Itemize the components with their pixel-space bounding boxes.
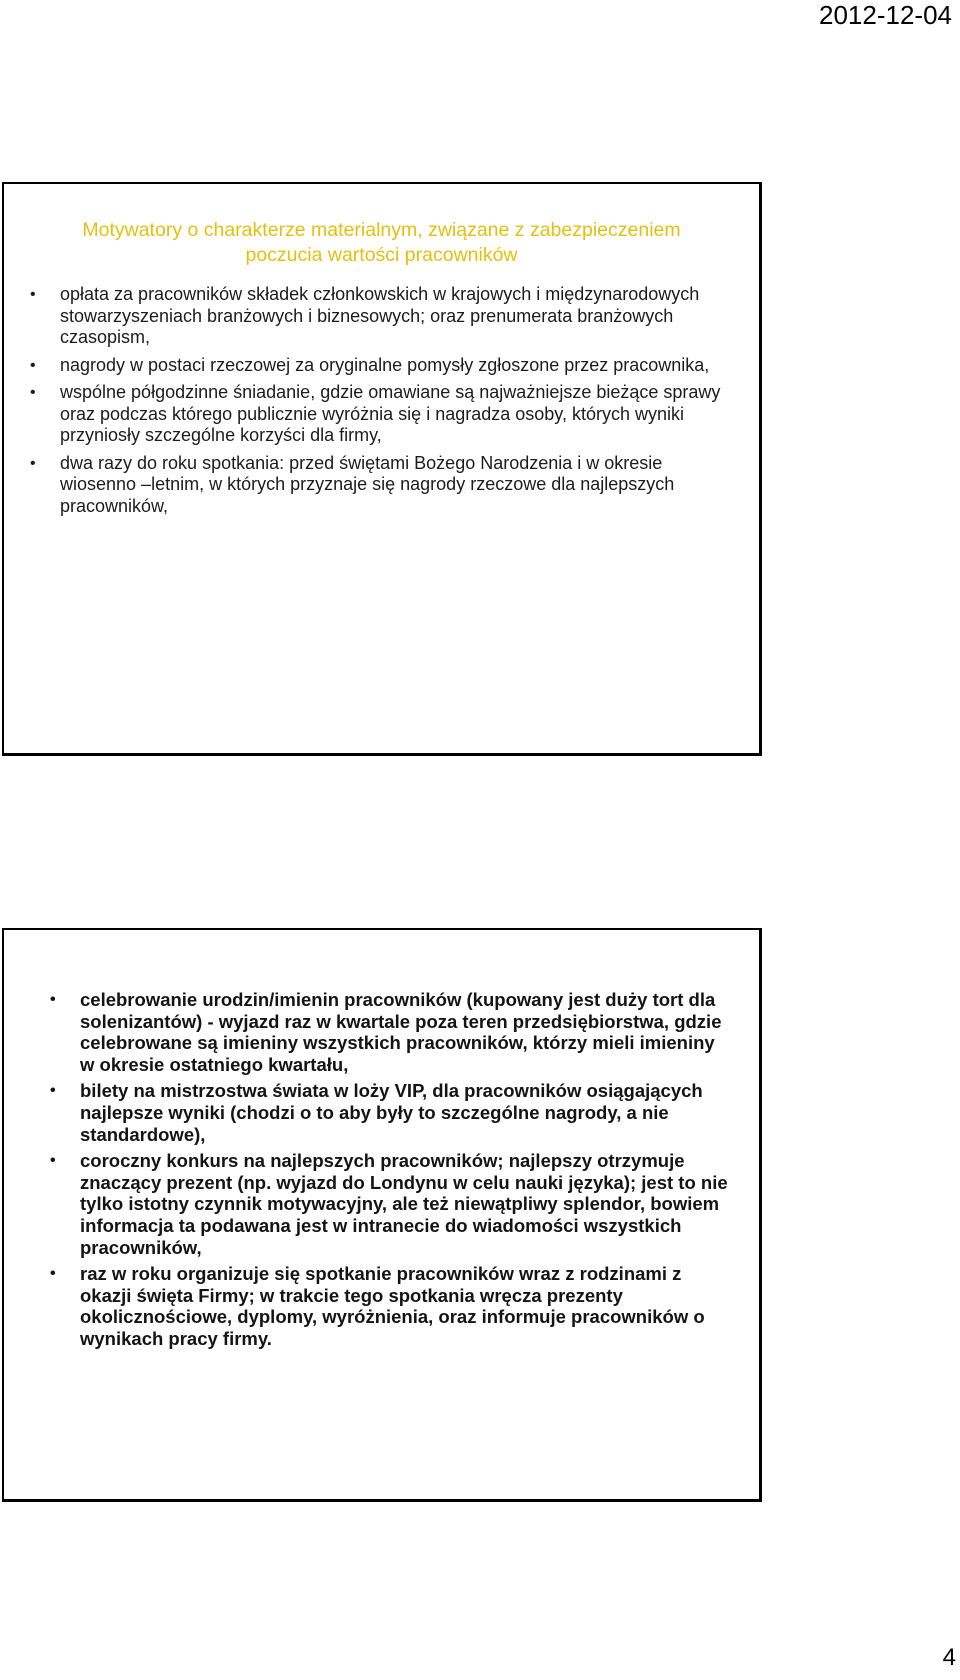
slide-thumbnail-1: [2, 182, 762, 756]
bullet-item: [28, 284, 739, 349]
bullet-item: [28, 382, 739, 447]
bullet-list: [28, 284, 739, 523]
bullet-icon: •: [50, 1082, 56, 1100]
bullet-item: [48, 1080, 729, 1145]
slide-title-line-1: Motywatory o charakterze materialnym, związane z zabezpieczeniem: [82, 219, 681, 241]
bullet-item: [28, 355, 739, 377]
bullet-item: [48, 1263, 729, 1349]
bullet-icon: •: [50, 1265, 56, 1283]
bullet-item: [48, 1150, 729, 1258]
slide-title: [4, 218, 759, 268]
bullet-text: opłata za pracowników składek członkowskich w krajowych i międzynarodowych stowarzyszeniach branżowych i biznesowych; oraz prenumerata branżowych czasopism,: [60, 284, 700, 347]
bullet-icon: •: [50, 991, 56, 1008]
slide-title-line-2: poczucia wartości pracowników: [245, 244, 518, 266]
bullet-text: dwa razy do roku spotkania: przed świętami Bożego Narodzenia i w okresie wiosenno –letnim, w których przyznaje się nagrody rzeczowe dla najlepszych pracowników,: [60, 452, 675, 516]
bullet-text: coroczny konkurs na najlepszych pracowników; najlepszy otrzymuje znaczący prezent (np. wyjazd do Londynu w celu nauki języka); jest to nie tylko istotny czynnik motywacyjny, ale też niewątpliwy splendor, bowiem informacja ta podawana jest w intranecie do wiadomości wszystkich pracowników,: [80, 1150, 728, 1258]
bullet-icon: •: [30, 384, 36, 401]
bullet-list: [48, 989, 729, 1355]
bullet-text: celebrowanie urodzin/imienin pracowników (kupowany jest duży tort dla solenizantów) - wyjazd raz w kwartale poza teren przedsiębiorstwa, gdzie celebrowane są imieniny wszystkich pracowników, którzy mieli imieniny w okresie ostatniego kwartału,: [80, 989, 722, 1075]
bullet-text: bilety na mistrzostwa świata w loży VIP, dla pracowników osiągających najlepsze wyniki (chodzi o to aby były to szczególne nagrody, a nie standardowe),: [80, 1080, 703, 1145]
bullet-item: [48, 989, 729, 1075]
bullet-icon: •: [30, 454, 36, 472]
page-number: 4: [942, 1644, 956, 1671]
bullet-text: nagrody w postaci rzeczowej za oryginalne pomysły zgłoszone przez pracownika,: [60, 354, 710, 375]
bullet-icon: •: [30, 356, 36, 374]
bullet-icon: •: [30, 286, 36, 303]
print-date: 2012-12-04: [819, 0, 952, 30]
bullet-item: [28, 453, 739, 518]
slide-thumbnail-2: [2, 928, 762, 1502]
bullet-icon: •: [50, 1152, 56, 1170]
bullet-text: raz w roku organizuje się spotkanie pracowników wraz z rodzinami z okazji święta Firmy; w trakcie tego spotkania wręcza prezenty okolicznościowe, dyplomy, wyróżnienia, oraz informuje pracowników o wynikach pracy firmy.: [80, 1263, 705, 1349]
bullet-text: wspólne półgodzinne śniadanie, gdzie omawiane są najważniejsze bieżące sprawy oraz podczas którego publicznie wyróżnia się i nagradza osoby, których wyniki przyniosły szczególne korzyści dla firmy,: [60, 382, 721, 445]
